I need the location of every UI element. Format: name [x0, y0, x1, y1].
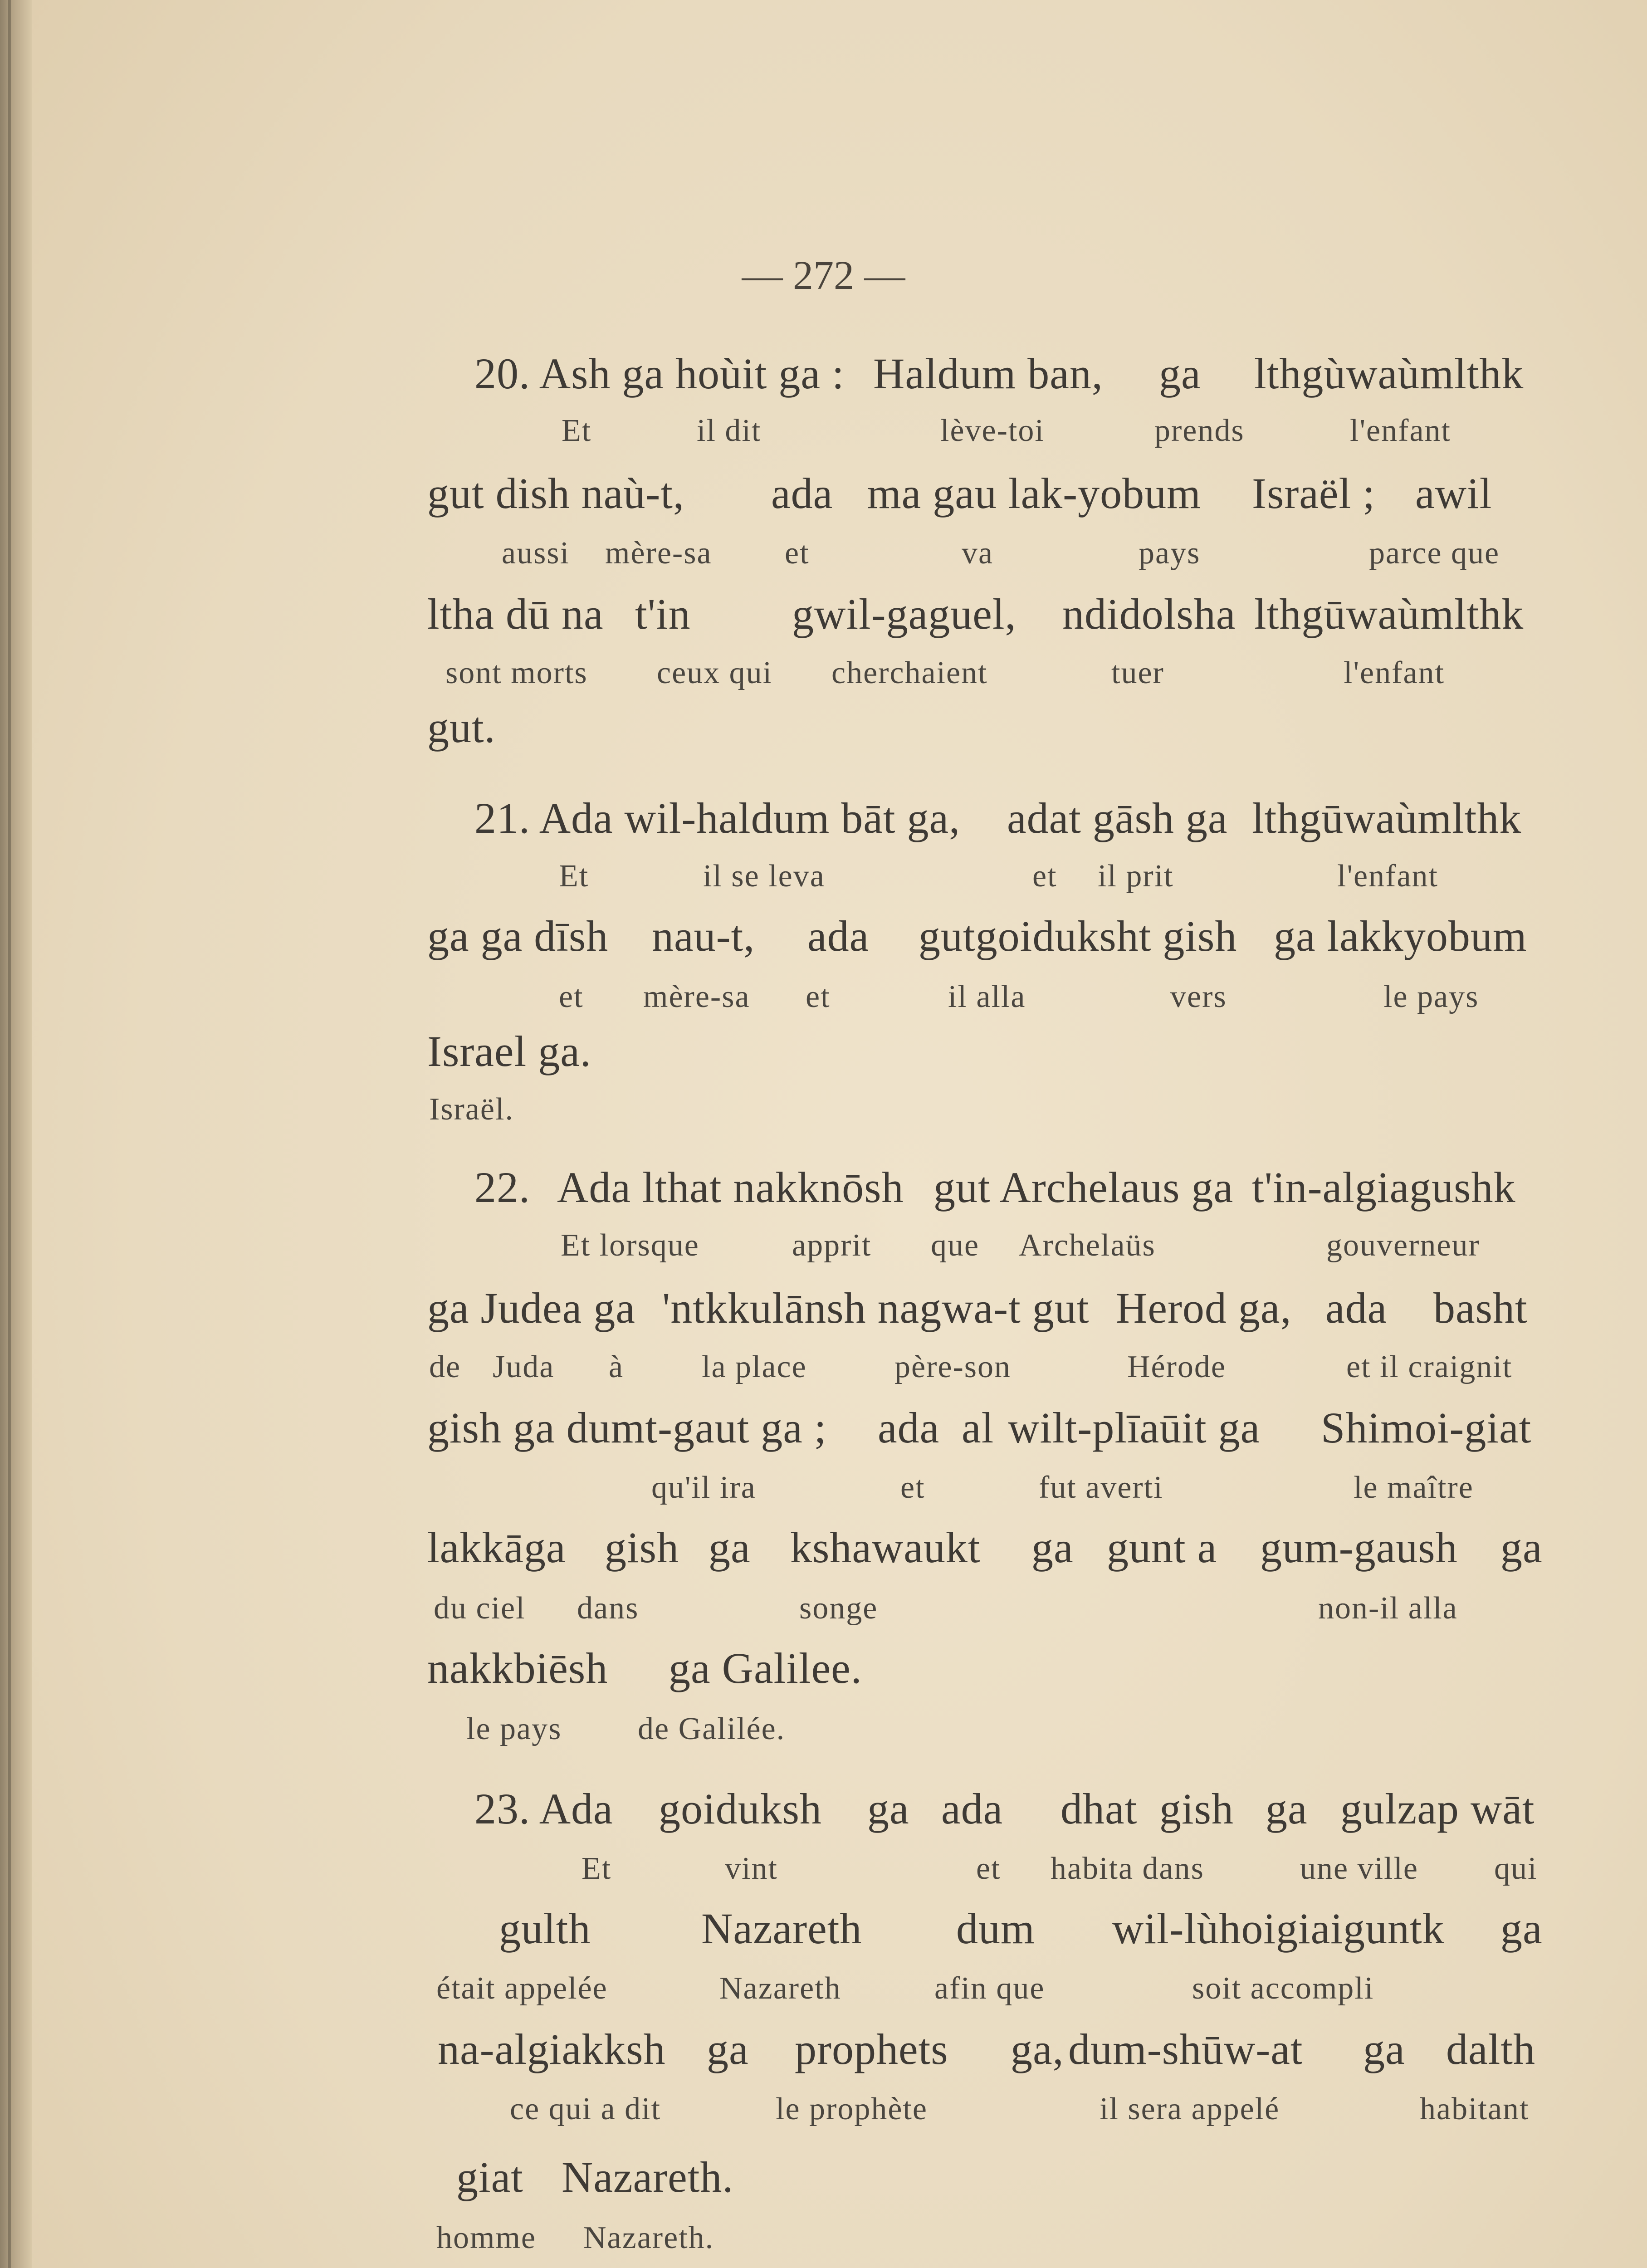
translation-word: parce que — [1369, 536, 1500, 571]
original-word: Haldum ban, — [873, 349, 1103, 398]
original-word: Israel ga. — [427, 1027, 591, 1075]
original-word: kshawaukt — [790, 1523, 981, 1572]
original-word: ga — [707, 2025, 749, 2073]
verse-line-original — [0, 2024, 1647, 2078]
translation-word: mère-sa — [643, 979, 750, 1014]
original-word: lthgūwaùmlthk — [1252, 794, 1522, 842]
translation-word: tuer — [1111, 655, 1164, 690]
translation-word: apprit — [792, 1228, 872, 1263]
verse-line-original — [0, 589, 1647, 643]
original-word: Ada lthat nakknōsh — [557, 1163, 904, 1212]
original-word: ada — [1325, 1284, 1388, 1332]
original-word: na-algiakksh — [438, 2025, 666, 2073]
original-word: gish — [1159, 1784, 1234, 1833]
original-word: gwil-gaguel, — [792, 590, 1017, 638]
original-word: lakkāga — [427, 1523, 566, 1572]
translation-word: il sera appelé — [1100, 2092, 1280, 2126]
original-word: gish ga dumt-gaut ga ; — [427, 1403, 827, 1452]
original-word: gish — [605, 1523, 679, 1572]
translation-word: il dit — [697, 413, 762, 448]
translation-word: Hérode — [1127, 1349, 1227, 1384]
verse-line-translation — [0, 1705, 1647, 1759]
original-word: goiduksh — [659, 1784, 822, 1833]
translation-word: le pays — [466, 1711, 562, 1746]
verse-line-original — [0, 793, 1647, 847]
original-word: gum-gaush — [1260, 1523, 1458, 1572]
original-word: gut. — [427, 703, 496, 752]
translation-word: aussi — [502, 536, 570, 571]
verse-line-translation — [0, 406, 1647, 461]
translation-word: Israël. — [429, 1092, 514, 1127]
original-word: nau-t, — [652, 912, 755, 960]
translation-word: habita dans — [1051, 1851, 1204, 1886]
translation-word: vint — [725, 1851, 778, 1886]
original-word: gulzap wāt — [1340, 1784, 1535, 1833]
translation-word: mère-sa — [605, 536, 712, 571]
original-word: Nazareth. — [562, 2153, 734, 2201]
translation-word: gouverneur — [1326, 1228, 1480, 1263]
translation-word: songe — [799, 1591, 878, 1626]
translation-word: le maître — [1354, 1470, 1474, 1505]
translation-word: le prophète — [776, 2092, 928, 2126]
translation-word: Et — [562, 413, 592, 448]
original-word: 'ntkkulānsh nagwa-t gut — [662, 1284, 1090, 1332]
translation-word: fut averti — [1039, 1470, 1163, 1505]
original-word: gunt a — [1107, 1523, 1217, 1572]
translation-word: Et — [582, 1851, 612, 1886]
original-word: ga — [1031, 1523, 1074, 1572]
translation-word: il prit — [1098, 859, 1174, 894]
verse-line-translation — [0, 1463, 1647, 1518]
verse-line-translation — [0, 1343, 1647, 1397]
original-word: ga — [1266, 1784, 1308, 1833]
original-word: awil — [1415, 469, 1492, 518]
verse-line-original — [0, 1903, 1647, 1958]
original-word: ga — [1363, 2025, 1405, 2073]
original-word: ga ga dīsh — [427, 912, 609, 960]
translation-word: afin que — [934, 1971, 1045, 2006]
translation-word: il se leva — [703, 859, 825, 894]
original-word: al — [962, 1403, 994, 1452]
verse-line-original — [0, 1283, 1647, 1337]
translation-word: il alla — [948, 979, 1026, 1014]
translation-word: pays — [1139, 536, 1201, 571]
translation-word: lève-toi — [940, 413, 1045, 448]
original-word: wil-lùhoigiaiguntk — [1112, 1904, 1445, 1953]
verse-line-translation — [0, 1964, 1647, 2019]
verse-line-original — [0, 1643, 1647, 1697]
translation-word: habitant — [1420, 2092, 1530, 2126]
verse-line-original — [0, 1522, 1647, 1577]
translation-word: et — [1032, 859, 1057, 894]
translation-word: la place — [702, 1349, 807, 1384]
translation-word: Nazareth. — [583, 2220, 714, 2255]
original-word: lthgūwaùmlthk — [1254, 590, 1524, 638]
original-word: ada — [941, 1784, 1003, 1833]
translation-word: non-il alla — [1318, 1591, 1458, 1626]
translation-word: père-son — [894, 1349, 1012, 1384]
translation-word: que — [931, 1228, 980, 1263]
verse-line-translation — [0, 973, 1647, 1027]
translation-word: et — [559, 979, 584, 1014]
original-word: ga — [1500, 1523, 1543, 1572]
translation-word: une ville — [1300, 1851, 1418, 1886]
translation-word: soit accompli — [1192, 1971, 1374, 2006]
original-word: ltha dū na — [427, 590, 604, 638]
translation-word: qui — [1494, 1851, 1538, 1886]
original-word: dalth — [1446, 2025, 1535, 2073]
original-word: giat — [456, 2153, 523, 2201]
verse-line-original — [0, 1784, 1647, 1838]
translation-word: était appelée — [436, 1971, 608, 2006]
verse-line-translation — [0, 649, 1647, 703]
translation-word: qu'il ira — [651, 1470, 756, 1505]
translation-word: cherchaient — [831, 655, 988, 690]
translation-word: l'enfant — [1344, 655, 1445, 690]
translation-word: du ciel — [434, 1591, 526, 1626]
translation-word: à — [609, 1349, 624, 1384]
original-word: 21. Ada wil-haldum bāt ga, — [474, 794, 961, 842]
verse-line-original — [0, 1026, 1647, 1080]
translation-word: l'enfant — [1337, 859, 1438, 894]
original-word: lthgùwaùmlthk — [1254, 349, 1524, 398]
translation-word: Juda — [493, 1349, 555, 1384]
original-word: t'in-algiagushk — [1252, 1163, 1516, 1212]
verse-line-translation — [0, 529, 1647, 583]
original-word: ada — [771, 469, 833, 518]
original-word: ndidolsha — [1062, 590, 1236, 638]
translation-word: le pays — [1383, 979, 1479, 1014]
verse-line-translation — [0, 2214, 1647, 2268]
verse-line-original — [0, 468, 1647, 523]
original-word: Nazareth — [701, 1904, 862, 1953]
original-word: Israël ; — [1252, 469, 1375, 518]
original-word: Herod ga, — [1116, 1284, 1292, 1332]
page-number: — 272 — — [742, 253, 905, 298]
original-word: ga lakkyobum — [1274, 912, 1527, 960]
original-word: prophets — [795, 2025, 948, 2073]
original-word: wilt-plīaūit ga — [1008, 1403, 1261, 1452]
original-word: dhat — [1061, 1784, 1138, 1833]
translation-word: sont morts — [445, 655, 588, 690]
verse-line-original — [0, 702, 1647, 757]
translation-word: dans — [577, 1591, 639, 1626]
original-word: nakkbiēsh — [427, 1644, 608, 1692]
verse-line-translation — [0, 1221, 1647, 1276]
original-word: ga Judea ga — [427, 1284, 635, 1332]
translation-word: l'enfant — [1350, 413, 1451, 448]
translation-word: homme — [436, 2220, 536, 2255]
original-word: gut Archelaus ga — [933, 1163, 1234, 1212]
original-word: gulth — [499, 1904, 591, 1953]
verse-line-translation — [0, 2085, 1647, 2139]
translation-word: et — [976, 1851, 1001, 1886]
verse-line-original — [0, 2152, 1647, 2206]
original-word: ada — [878, 1403, 940, 1452]
original-word: ga, — [1011, 2025, 1064, 2073]
original-word: gut dish naù-t, — [427, 469, 684, 518]
original-word: ga — [709, 1523, 751, 1572]
translation-word: va — [962, 536, 994, 571]
original-word: 23. Ada — [474, 1784, 613, 1833]
original-word: 22. — [474, 1163, 530, 1212]
translation-word: Et — [559, 859, 589, 894]
translation-word: Archelaüs — [1019, 1228, 1156, 1263]
original-word: ga — [1159, 349, 1201, 398]
translation-word: et — [806, 979, 831, 1014]
verse-line-original — [0, 911, 1647, 965]
verse-line-original — [0, 348, 1647, 403]
translation-word: et — [785, 536, 810, 571]
original-word: Shimoi-giat — [1321, 1403, 1532, 1452]
original-word: t'in — [635, 590, 691, 638]
original-word: ga — [1500, 1904, 1543, 1953]
verse-line-translation — [0, 852, 1647, 906]
original-word: dum — [956, 1904, 1035, 1953]
original-word: gutgoiduksht gish — [919, 912, 1237, 960]
verse-line-original — [0, 1403, 1647, 1457]
original-word: adat gāsh ga — [1007, 794, 1228, 842]
original-word: ga — [867, 1784, 909, 1833]
translation-word: et il craignit — [1346, 1349, 1513, 1384]
original-word: ma gau lak-yobum — [867, 469, 1201, 518]
translation-word: de Galilée. — [638, 1711, 786, 1746]
translation-word: vers — [1170, 979, 1227, 1014]
original-word: 20. Ash ga hoùit ga : — [474, 349, 845, 398]
translation-word: de — [429, 1349, 461, 1384]
translation-word: prends — [1154, 413, 1245, 448]
translation-word: Nazareth — [719, 1971, 841, 2006]
verse-line-original — [0, 1162, 1647, 1217]
verse-line-translation — [0, 1844, 1647, 1899]
original-word: ada — [807, 912, 870, 960]
translation-word: Et lorsque — [561, 1228, 699, 1263]
original-word: dum-shūw-at — [1068, 2025, 1303, 2073]
translation-word: et — [900, 1470, 925, 1505]
translation-word: ce qui a dit — [510, 2092, 661, 2126]
verse-line-translation — [0, 1584, 1647, 1638]
translation-word: ceux qui — [657, 655, 773, 690]
original-word: basht — [1433, 1284, 1528, 1332]
original-word: ga Galilee. — [669, 1644, 862, 1692]
verse-line-translation — [0, 1085, 1647, 1139]
